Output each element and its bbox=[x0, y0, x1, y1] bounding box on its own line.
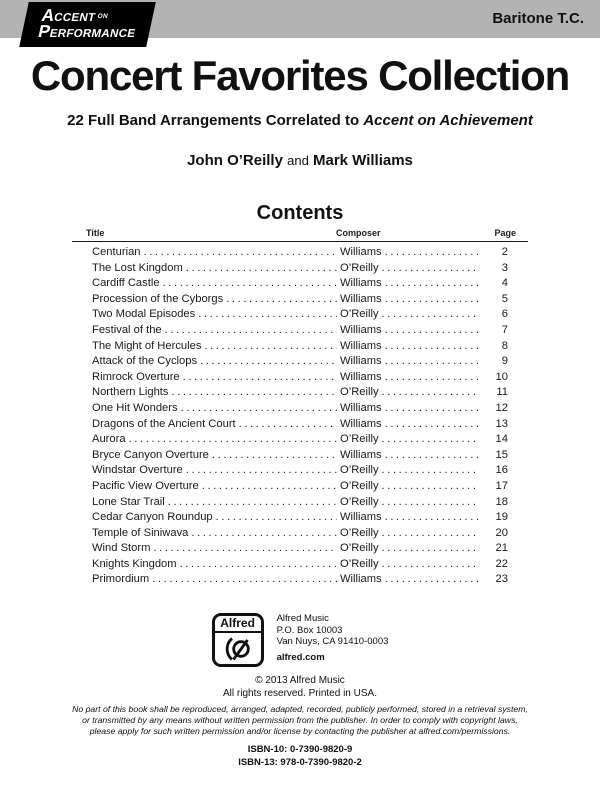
dot-leader bbox=[216, 510, 337, 526]
page-number: 5 bbox=[501, 292, 508, 305]
composer-cell bbox=[340, 448, 482, 464]
dot-leader bbox=[382, 385, 479, 401]
page-number: 23 bbox=[495, 573, 508, 586]
composer-cell bbox=[340, 526, 482, 542]
dot-leader bbox=[239, 417, 337, 433]
composer-cell bbox=[340, 370, 482, 386]
page-number: 10 bbox=[495, 370, 508, 383]
page-number: 3 bbox=[501, 261, 508, 274]
authors-conjunction: and bbox=[287, 153, 309, 168]
piece-title: Attack of the Cyclops bbox=[92, 355, 198, 368]
dot-leader bbox=[382, 479, 479, 495]
dot-leader bbox=[385, 292, 479, 308]
piece-title: Pacific View Overture bbox=[92, 479, 199, 492]
brand-line-1 bbox=[39, 5, 141, 25]
brand-word-accent: ACCENT bbox=[39, 5, 97, 25]
dot-leader bbox=[186, 261, 337, 277]
toc-row bbox=[72, 557, 528, 573]
dot-leader bbox=[165, 323, 337, 339]
composer-cell bbox=[340, 401, 482, 417]
composer-name: O’Reilly bbox=[340, 542, 379, 555]
alfred-logo-word: Alfred bbox=[215, 616, 261, 633]
dot-leader bbox=[385, 339, 479, 355]
piece-title: Northern Lights bbox=[92, 386, 169, 399]
column-header-composer: Composer bbox=[336, 228, 381, 238]
page-number: 15 bbox=[495, 448, 508, 461]
toc-row bbox=[72, 307, 528, 323]
toc-row bbox=[72, 339, 528, 355]
toc-row bbox=[72, 463, 528, 479]
rights-line: All rights reserved. Printed in USA. bbox=[223, 687, 377, 699]
table-of-contents bbox=[72, 228, 528, 588]
toc-row bbox=[72, 541, 528, 557]
dot-leader bbox=[385, 401, 479, 417]
page-number: 8 bbox=[501, 339, 508, 352]
piece-title: Festival of the bbox=[92, 323, 162, 336]
instrument-label: Baritone T.C. bbox=[492, 10, 584, 27]
dot-leader bbox=[385, 572, 479, 588]
disclaimer-line: please apply for such written permission and/or license by contacting the publisher at alfred.com/permissions. bbox=[89, 726, 511, 737]
page-number: 20 bbox=[495, 526, 508, 539]
composer-cell bbox=[340, 557, 482, 573]
piece-title: Knights Kingdom bbox=[92, 557, 177, 570]
dot-leader bbox=[382, 261, 479, 277]
piece-title: Cedar Canyon Roundup bbox=[92, 511, 213, 524]
disclaimer-line: or transmitted by any means without written permission from the publisher. In order to comply with copyright laws, bbox=[82, 715, 518, 726]
composer-cell bbox=[340, 339, 482, 355]
page-number: 7 bbox=[501, 323, 508, 336]
dot-leader bbox=[191, 526, 337, 542]
toc-row bbox=[72, 479, 528, 495]
composer-cell bbox=[340, 510, 482, 526]
dot-leader bbox=[129, 432, 337, 448]
page-number: 17 bbox=[495, 479, 508, 492]
toc-row bbox=[72, 448, 528, 464]
dot-leader bbox=[212, 448, 337, 464]
page-title: Concert Favorites Collection bbox=[30, 52, 570, 99]
dot-leader bbox=[382, 541, 479, 557]
isbn-10: ISBN-10: 0-7390-9820-9 bbox=[247, 744, 353, 756]
contents-heading: Contents bbox=[256, 202, 344, 224]
author-1: John O’Reilly bbox=[187, 152, 283, 169]
piece-title: The Might of Hercules bbox=[92, 339, 202, 352]
composer-name: O’Reilly bbox=[340, 386, 379, 399]
dot-leader bbox=[144, 245, 337, 261]
composer-name: Williams bbox=[340, 573, 382, 586]
toc-rows bbox=[72, 245, 528, 588]
dot-leader bbox=[385, 245, 479, 261]
composer-cell bbox=[340, 495, 482, 511]
publisher-website: alfred.com bbox=[276, 651, 325, 663]
page-number: 2 bbox=[501, 246, 508, 258]
toc-row bbox=[72, 292, 528, 308]
piece-title: Centurian bbox=[92, 246, 141, 258]
composer-name: O’Reilly bbox=[340, 526, 379, 539]
page-number: 18 bbox=[495, 495, 508, 508]
toc-row bbox=[72, 432, 528, 448]
piece-title: Two Modal Episodes bbox=[92, 308, 196, 321]
dot-leader bbox=[385, 370, 479, 386]
piece-title: Temple of Siniwava bbox=[92, 526, 189, 539]
composer-cell bbox=[340, 385, 482, 401]
piece-title: Lone Star Trail bbox=[92, 495, 165, 508]
legal-disclaimer bbox=[0, 704, 600, 737]
subtitle-plain: 22 Full Band Arrangements Correlated to bbox=[67, 112, 364, 129]
dot-leader bbox=[153, 541, 337, 557]
dot-leader bbox=[186, 463, 337, 479]
dot-leader bbox=[183, 370, 337, 386]
composer-cell bbox=[340, 354, 482, 370]
composer-name: O’Reilly bbox=[340, 308, 379, 321]
publisher-address bbox=[277, 613, 389, 663]
toc-row bbox=[72, 510, 528, 526]
dot-leader bbox=[204, 339, 337, 355]
dot-leader bbox=[226, 292, 337, 308]
dot-leader bbox=[385, 510, 479, 526]
page-number: 9 bbox=[501, 355, 508, 368]
dot-leader bbox=[382, 557, 479, 573]
composer-cell bbox=[340, 417, 482, 433]
dot-leader bbox=[385, 354, 479, 370]
address-line: P.O. Box 10003 bbox=[276, 624, 343, 636]
piece-title: Wind Storm bbox=[92, 542, 151, 555]
dot-leader bbox=[382, 463, 479, 479]
piece-title: Cardiff Castle bbox=[92, 277, 160, 290]
dot-leader bbox=[168, 495, 337, 511]
brand-line-2: PERFORMANCE bbox=[36, 20, 137, 41]
composer-name: O’Reilly bbox=[340, 479, 379, 492]
piece-title: The Lost Kingdom bbox=[92, 261, 183, 274]
composer-name: O’Reilly bbox=[340, 495, 379, 508]
page-number: 12 bbox=[495, 401, 508, 414]
accent-on-performance-logo bbox=[19, 2, 156, 47]
composer-name: Williams bbox=[340, 370, 382, 383]
isbn-block bbox=[0, 744, 600, 769]
toc-row bbox=[72, 354, 528, 370]
header-divider bbox=[72, 241, 528, 242]
composer-name: Williams bbox=[340, 448, 382, 461]
composer-cell bbox=[340, 292, 482, 308]
composer-cell bbox=[340, 463, 482, 479]
page-number: 6 bbox=[501, 308, 508, 321]
dot-leader bbox=[382, 432, 479, 448]
composer-cell bbox=[340, 276, 482, 292]
dot-leader bbox=[385, 448, 479, 464]
composer-cell bbox=[340, 307, 482, 323]
piece-title: Primordium bbox=[92, 573, 150, 586]
toc-row bbox=[72, 385, 528, 401]
piece-title: Rimrock Overture bbox=[92, 370, 180, 383]
piece-title: Aurora bbox=[92, 433, 126, 446]
composer-name: Williams bbox=[340, 323, 382, 336]
piece-title: Bryce Canyon Overture bbox=[92, 448, 209, 461]
composer-cell bbox=[340, 479, 482, 495]
publisher-footer bbox=[0, 613, 600, 769]
dot-leader bbox=[200, 354, 337, 370]
publisher-block bbox=[0, 613, 600, 667]
toc-row bbox=[72, 276, 528, 292]
dot-leader bbox=[385, 323, 479, 339]
composer-name: O’Reilly bbox=[340, 433, 379, 446]
column-header-title: Title bbox=[86, 228, 105, 238]
piece-title: Windstar Overture bbox=[92, 464, 183, 477]
address-line: Van Nuys, CA 91410-0003 bbox=[276, 636, 389, 648]
composer-name: Williams bbox=[340, 292, 382, 305]
dot-leader bbox=[163, 276, 337, 292]
page-number: 4 bbox=[501, 277, 508, 290]
disclaimer-line: No part of this book shall be reproduced, arranged, adapted, recorded, publicly performed, stored in a retrieval system, bbox=[72, 704, 528, 715]
piece-title: Dragons of the Ancient Court bbox=[92, 417, 236, 430]
dot-leader bbox=[385, 276, 479, 292]
dot-leader bbox=[382, 495, 479, 511]
composer-name: O’Reilly bbox=[340, 261, 379, 274]
dot-leader bbox=[385, 417, 479, 433]
piece-title: Procession of the Cyborgs bbox=[92, 292, 224, 305]
brand-word-on: ON bbox=[96, 13, 109, 20]
composer-name: Williams bbox=[340, 511, 382, 524]
page-number: 22 bbox=[495, 557, 508, 570]
composer-cell bbox=[340, 245, 482, 261]
piece-title: One Hit Wonders bbox=[92, 401, 178, 414]
page-number: 11 bbox=[496, 386, 508, 399]
dot-leader bbox=[180, 557, 337, 573]
composer-name: Williams bbox=[340, 401, 382, 414]
dot-leader bbox=[152, 572, 337, 588]
page-number: 13 bbox=[495, 417, 508, 430]
toc-row bbox=[72, 323, 528, 339]
toc-row bbox=[72, 417, 528, 433]
composer-name: Williams bbox=[340, 246, 382, 258]
dot-leader bbox=[172, 385, 338, 401]
toc-row bbox=[72, 245, 528, 261]
composer-cell bbox=[340, 323, 482, 339]
column-header-page: Page bbox=[494, 228, 516, 238]
page-number: 19 bbox=[495, 511, 508, 524]
toc-header-row bbox=[72, 228, 528, 241]
toc-row bbox=[72, 495, 528, 511]
isbn-13: ISBN-13: 978-0-7390-9820-2 bbox=[238, 756, 362, 768]
page-number: 16 bbox=[495, 464, 508, 477]
page-number: 14 bbox=[495, 433, 508, 446]
alfred-logo bbox=[212, 613, 264, 667]
composer-cell bbox=[340, 432, 482, 448]
dot-leader bbox=[181, 401, 337, 417]
author-2: Mark Williams bbox=[313, 152, 413, 169]
toc-row bbox=[72, 572, 528, 588]
dot-leader bbox=[382, 307, 479, 323]
composer-name: Williams bbox=[340, 277, 382, 290]
copyright-line: © 2013 Alfred Music bbox=[255, 675, 345, 687]
toc-row bbox=[72, 526, 528, 542]
composer-name: Williams bbox=[340, 417, 382, 430]
composer-name: O’Reilly bbox=[340, 557, 379, 570]
composer-name: Williams bbox=[340, 355, 382, 368]
authors-line bbox=[0, 152, 600, 169]
composer-cell bbox=[340, 572, 482, 588]
composer-cell bbox=[340, 261, 482, 277]
toc-row bbox=[72, 401, 528, 417]
subtitle-italic: Accent on Achievement bbox=[363, 112, 533, 129]
page-number: 21 bbox=[495, 542, 508, 555]
composer-name: O’Reilly bbox=[340, 464, 379, 477]
toc-row bbox=[72, 261, 528, 277]
alfred-logo-glyph-icon bbox=[215, 633, 261, 664]
dot-leader bbox=[198, 307, 337, 323]
dot-leader bbox=[202, 479, 337, 495]
address-line: Alfred Music bbox=[276, 613, 329, 625]
dot-leader bbox=[382, 526, 479, 542]
composer-name: Williams bbox=[340, 339, 382, 352]
copyright-block bbox=[0, 675, 600, 700]
toc-row bbox=[72, 370, 528, 386]
composer-cell bbox=[340, 541, 482, 557]
subtitle bbox=[0, 112, 600, 129]
